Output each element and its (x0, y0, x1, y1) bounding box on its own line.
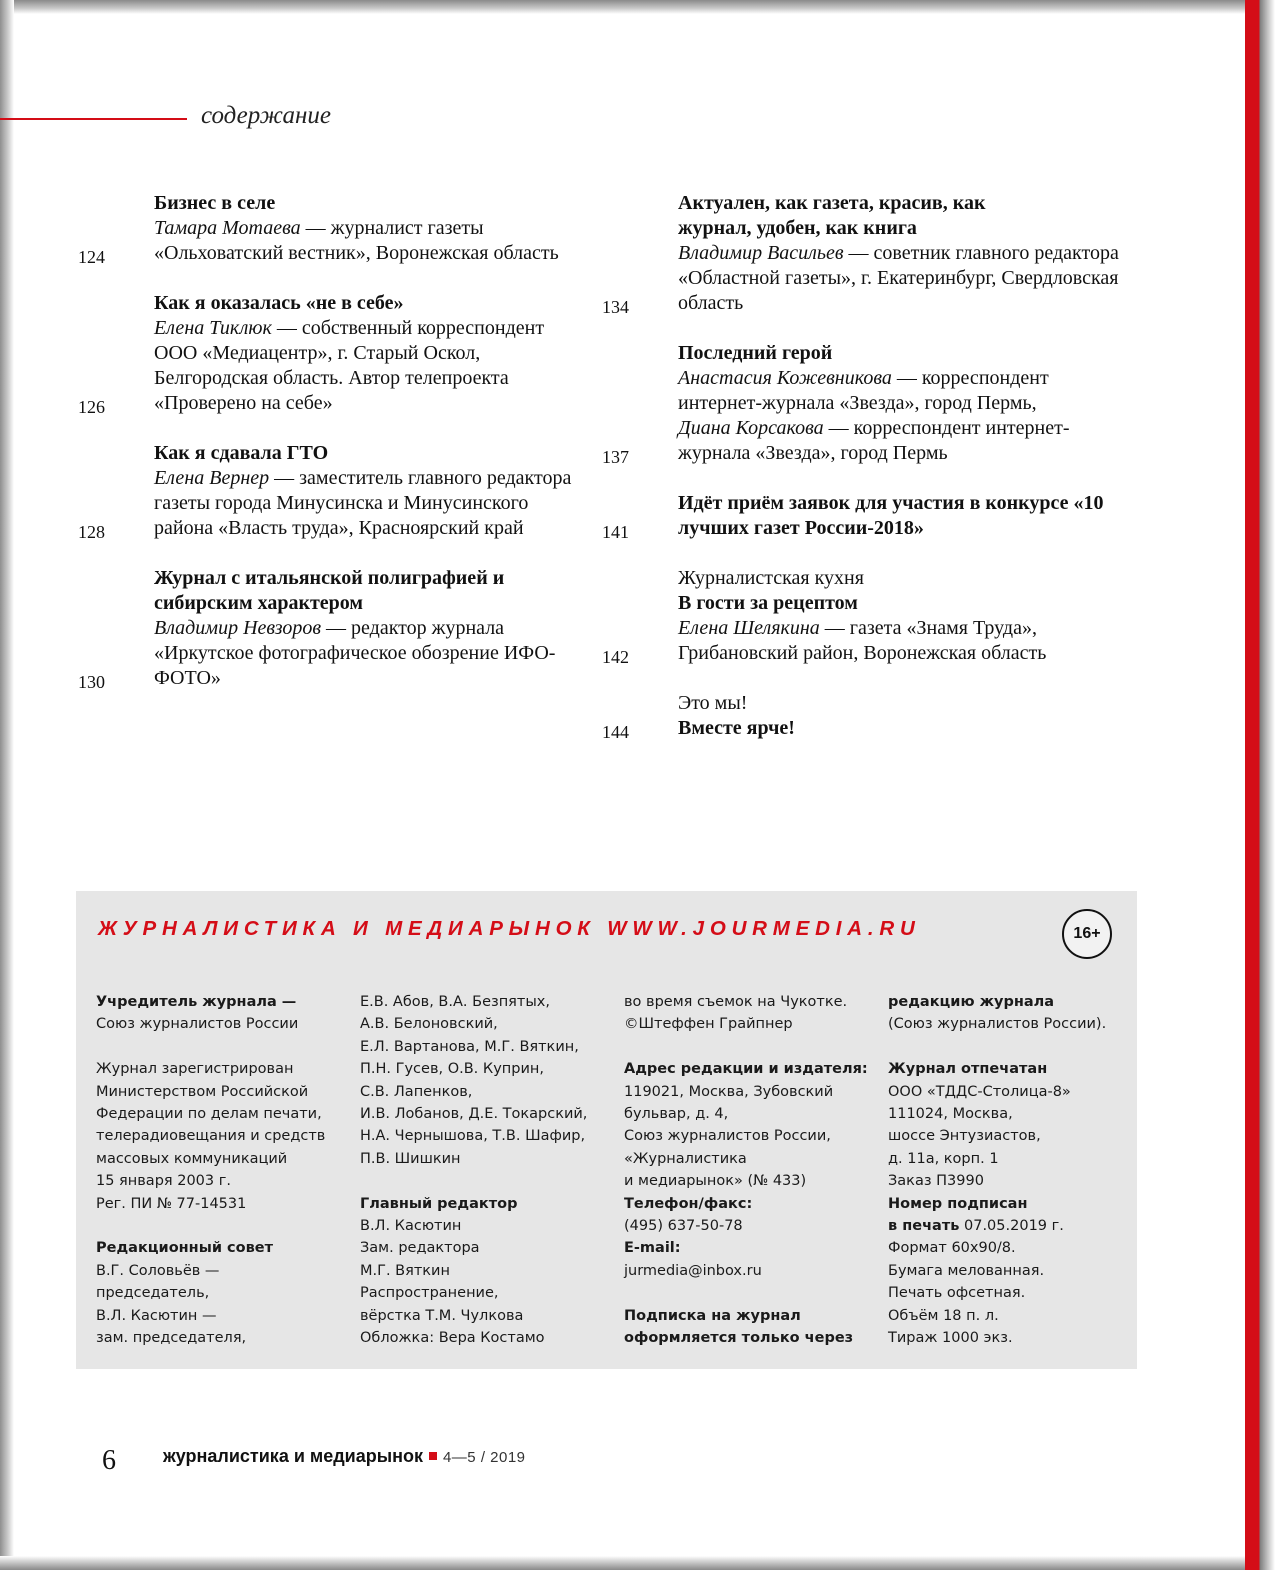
toc-entry[interactable] (602, 691, 1162, 741)
printed-label: Журнал отпечатан (888, 1061, 1048, 1078)
toc-entry-byline (154, 216, 588, 266)
toc-entry-page: 142 (602, 647, 629, 667)
toc-entry-title: Как я оказалась «не в себе» (154, 292, 404, 314)
toc-entry-author: Владимир Васильев (678, 242, 844, 264)
age-rating-badge: 16+ (1062, 909, 1112, 959)
toc-entry-desc: — корреспондент интернет-журнала «Звезда», город Пермь (678, 417, 1070, 464)
toc-entry-author: Анастасия Кожевникова (678, 367, 892, 389)
staff-line: вёрстка Т.М. Чулкова (360, 1307, 524, 1324)
spec-line: Печать офсетная. (888, 1285, 1026, 1302)
signed-date: 07.05.2019 г. (959, 1218, 1064, 1235)
subscription-line: Подписка на журнал (624, 1307, 801, 1324)
address-line: 119021, Москва, Зубовский (624, 1083, 834, 1100)
toc-entry-page: 128 (78, 522, 105, 542)
square-bullet-icon (429, 1452, 437, 1460)
toc-entry-desc: — корреспондент интернет-журнала «Звезда», город Пермь, (678, 367, 1049, 414)
address-line: бульвар, д. 4, (624, 1106, 729, 1123)
spec-line: Бумага мелованная. (888, 1262, 1045, 1279)
toc-entry-byline (678, 241, 1162, 316)
council-line: зам. председателя, (96, 1330, 247, 1347)
magazine-name: журналистика и медиарынок (163, 1446, 423, 1466)
council-member-line: П.В. Шишкин (360, 1150, 461, 1167)
address-line: и медиарынок» (№ 433) (624, 1173, 807, 1190)
page-frame-bottom (0, 1556, 1275, 1570)
toc-entry-desc: — газета «Знамя Труда», Грибановский район, Воронежская область (678, 617, 1047, 664)
address-line: Союз журналистов России, (624, 1128, 831, 1145)
toc-entry-desc: — журналист газеты «Ольховатский вестник», Воронежская область (154, 217, 559, 264)
council-member-line: П.Н. Гусев, О.В. Куприн, (360, 1061, 544, 1078)
imprint-column-4 (888, 991, 1143, 1349)
subscription-line: оформляется только через (624, 1330, 854, 1347)
toc-entry-page: 124 (78, 247, 105, 267)
toc-entry-desc: — советник главного редактора «Областной газеты», г. Екатеринбург, Свердловская область (678, 242, 1119, 314)
subscription-line: редакцию журнала (888, 994, 1055, 1010)
council-member-line: А.В. Белоновский, (360, 1016, 498, 1033)
toc-entry-byline (678, 416, 1098, 466)
toc-entry-title: Вместе ярче! (678, 717, 795, 739)
toc-entry-author: Елена Шелякина (678, 617, 820, 639)
phone-label: Телефон/факс: (624, 1195, 753, 1212)
address-line: «Журналистика (624, 1150, 747, 1167)
toc-entry-desc: — собственный корреспондент ООО «Медиацентр», г. Старый Оскол, Белгородская область. Автор телепроекта «Проверено на себе» (154, 317, 545, 414)
toc-entry-author: Елена Вернер (154, 467, 270, 489)
founder-value: Союз журналистов России (96, 1016, 299, 1033)
toc-entry-author: Елена Тиклюк (154, 317, 272, 339)
imprint-box (76, 891, 1137, 1369)
spec-line: Объём 18 п. л. (888, 1307, 999, 1324)
toc-entry[interactable] (602, 341, 1162, 466)
toc-entry-page: 141 (602, 522, 629, 542)
toc-entry-author: Диана Корсакова (678, 417, 824, 439)
imprint-column-3 (624, 991, 879, 1349)
toc-entry-byline (678, 366, 1098, 416)
staff-line: Зам. редактора (360, 1240, 480, 1257)
printer-line: Заказ П3990 (888, 1173, 984, 1190)
toc-entry-title: В гости за рецептом (678, 592, 858, 614)
spec-line: Формат 60х90/8. (888, 1240, 1016, 1257)
phone-value: (495) 637-50-78 (624, 1218, 743, 1235)
printer-line: шоссе Энтузиастов, (888, 1128, 1041, 1145)
editor-label: Главный редактор (360, 1195, 518, 1212)
council-member-line: Е.Л. Вартанова, М.Г. Вяткин, (360, 1038, 579, 1055)
staff-line: Распространение, (360, 1285, 499, 1302)
toc-entry-rubric: Это мы! (678, 692, 748, 714)
toc-entry[interactable] (602, 191, 1162, 316)
toc-entry[interactable] (78, 291, 588, 416)
cover-note-line: во время съемок на Чукотке. (624, 994, 848, 1010)
toc-entry-byline (678, 616, 1098, 666)
imprint-header: ЖУРНАЛИСТИКА И МЕДИАРЫНОК WWW.JOURMEDIA.RU (98, 917, 921, 940)
toc-entry-rubric: Журналистская кухня (678, 567, 864, 589)
signed-label: в печать (888, 1218, 960, 1235)
registration-line: массовых коммуникаций (96, 1150, 288, 1167)
council-label: Редакционный совет (96, 1240, 273, 1257)
toc-entry-title: Последний герой (678, 342, 833, 364)
imprint-column-2 (360, 991, 615, 1349)
page-frame-top (0, 0, 1275, 14)
address-label: Адрес редакции и издателя: (624, 1061, 868, 1078)
subscription-org: (Союз журналистов России). (888, 1016, 1107, 1033)
toc-entry-page: 134 (602, 297, 629, 317)
toc-entry[interactable] (78, 191, 588, 266)
printer-line: д. 11а, корп. 1 (888, 1150, 999, 1167)
toc-entry-author: Владимир Невзоров (154, 617, 322, 639)
printer-line: ООО «ТДДС-Столица-8» (888, 1083, 1071, 1100)
staff-line: В.Л. Касютин (360, 1218, 462, 1235)
toc-entry-desc: — редактор журнала «Иркутское фотографическое обозрение ИФО-ФОТО» (154, 617, 556, 689)
registration-line: Федерации по делам печати, (96, 1106, 322, 1123)
toc-entry-title: Актуален, как газета, красив, как журнал, удобен, как книга (678, 192, 986, 239)
toc-entry-byline (154, 466, 588, 541)
toc-entry[interactable] (602, 491, 1162, 541)
council-line: В.Л. Касютин — (96, 1307, 217, 1324)
toc-entry-page: 137 (602, 447, 629, 467)
spec-line: Тираж 1000 экз. (888, 1330, 1013, 1347)
section-title: содержание (201, 102, 331, 129)
page-number: 6 (102, 1445, 116, 1476)
imprint-column-1 (96, 991, 351, 1349)
section-rule (0, 118, 187, 120)
footer-magazine (163, 1446, 526, 1467)
toc-entry-desc: — заместитель главного редактора газеты города Минусинска и Минусинского района «Власть труда», Красноярский край (154, 467, 572, 539)
toc-entry-title: Идёт приём заявок для участия в конкурсе «10 лучших газет России-2018» (678, 492, 1104, 539)
issue-number: 4—5 / 2019 (442, 1449, 526, 1466)
founder-label: Учредитель журнала — (96, 994, 297, 1010)
toc-entry-page: 144 (602, 722, 629, 742)
toc-entry-author: Тамара Мотаева (154, 217, 301, 239)
toc-entry-byline (154, 316, 588, 416)
email-label: E-mail: (624, 1240, 681, 1257)
email-link[interactable]: jurmedia@inbox.ru (624, 1262, 762, 1279)
toc-entry-title: Как я сдавала ГТО (154, 442, 329, 464)
staff-line: Обложка: Вера Костамо (360, 1330, 545, 1347)
page-frame-left (0, 0, 14, 1570)
toc-entry[interactable] (78, 566, 588, 691)
toc-entry-title: Журнал с итальянской полиграфией и сибирским характером (154, 567, 505, 614)
toc-entry-title: Бизнес в селе (154, 192, 276, 214)
printer-line: 111024, Москва, (888, 1106, 1013, 1123)
registration-line: телерадиовещания и средств (96, 1128, 326, 1145)
council-line: председатель, (96, 1285, 210, 1302)
signed-label: Номер подписан (888, 1195, 1028, 1212)
council-member-line: Е.В. Абов, В.А. Безпятых, (360, 994, 550, 1010)
registration-line: Рег. ПИ № 77-14531 (96, 1195, 247, 1212)
council-member-line: И.В. Лобанов, Д.Е. Токарский, (360, 1106, 588, 1123)
toc-entry[interactable] (602, 566, 1162, 666)
council-line: В.Г. Соловьёв — (96, 1262, 220, 1279)
registration-line: Министерством Российской (96, 1083, 309, 1100)
toc-right-column (602, 191, 1162, 766)
toc-left-column (78, 191, 588, 716)
page-frame-right (1245, 0, 1275, 1570)
registration-line: 15 января 2003 г. (96, 1173, 231, 1190)
council-member-line: Н.А. Чернышова, Т.В. Шафир, (360, 1128, 586, 1145)
toc-entry-page: 130 (78, 672, 105, 692)
signed-line (888, 1215, 1143, 1237)
toc-entry-page: 126 (78, 397, 105, 417)
toc-entry-byline (154, 616, 588, 691)
cover-note-line: ©Штеффен Грайпнер (624, 1016, 793, 1033)
registration-line: Журнал зарегистрирован (96, 1061, 294, 1078)
council-member-line: С.В. Лапенков, (360, 1083, 473, 1100)
staff-line: М.Г. Вяткин (360, 1262, 450, 1279)
toc-entry[interactable] (78, 441, 588, 541)
